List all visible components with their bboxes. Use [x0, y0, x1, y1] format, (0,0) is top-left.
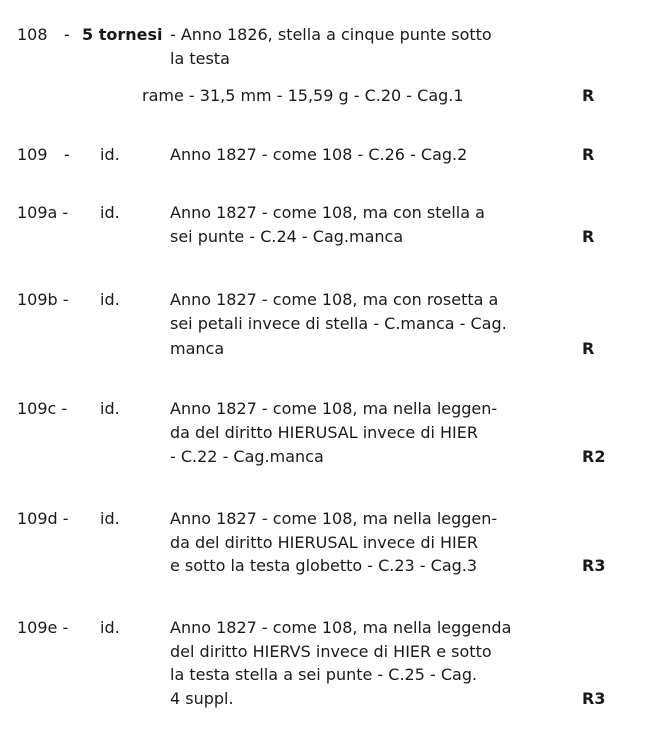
entry-description-line-3: la testa stella a sei punte - C.25 - Cag.	[170, 665, 478, 684]
entry-number: 109d -	[17, 509, 69, 528]
entry-id-label: id.	[100, 509, 120, 528]
rarity-badge: R	[582, 145, 595, 164]
entry-number: 109b -	[17, 290, 69, 309]
entry-number: 109c -	[17, 399, 68, 418]
entry-description-line-3: e sotto la testa globetto - C.23 - Cag.3	[170, 556, 478, 575]
entry-description-line-1: Anno 1827 - come 108 - C.26 - Cag.2	[170, 145, 468, 164]
entry-number: 109e -	[17, 618, 69, 637]
entry-description-line-1: - Anno 1826, stella a cinque punte sotto	[170, 25, 492, 44]
entry-description-line-1: Anno 1827 - come 108, ma con rosetta a	[170, 290, 499, 309]
rarity-badge: R	[582, 339, 595, 358]
rarity-badge: R3	[582, 556, 606, 575]
entry-dash: -	[64, 145, 70, 164]
entry-description-line-1: Anno 1827 - come 108, ma con stella a	[170, 203, 485, 222]
entry-description-line-2: la testa	[170, 49, 230, 68]
entry-id-label: id.	[100, 145, 120, 164]
entry-number: 109	[17, 145, 48, 164]
entry-description-line-2: da del diritto HIERUSAL invece di HIER	[170, 423, 478, 442]
entry-dash: -	[64, 25, 70, 44]
entry-description-line-2: da del diritto HIERUSAL invece di HIER	[170, 533, 478, 552]
entry-number: 109a -	[17, 203, 69, 222]
entry-description-line-2: sei petali invece di stella - C.manca - Cag.	[170, 314, 507, 333]
entry-description-line-2: sei punte - C.24 - Cag.manca	[170, 227, 404, 246]
rarity-badge: R	[582, 227, 595, 246]
entry-id-label: id.	[100, 618, 120, 637]
entry-description-line-1: Anno 1827 - come 108, ma nella leggenda	[170, 618, 512, 637]
entry-description-line-2: del diritto HIERVS invece di HIER e sotto	[170, 642, 492, 661]
entry-description-line-1: Anno 1827 - come 108, ma nella leggen-	[170, 509, 498, 528]
entry-description-line-3: manca	[170, 339, 225, 358]
entry-id-label: id.	[100, 290, 120, 309]
entry-specs: rame - 31,5 mm - 15,59 g - C.20 - Cag.1	[142, 86, 464, 105]
rarity-badge: R3	[582, 689, 606, 708]
entry-description-line-3: - C.22 - Cag.manca	[170, 447, 324, 466]
rarity-badge: R	[582, 86, 595, 105]
coin-denomination: 5 tornesi	[82, 25, 163, 44]
entry-id-label: id.	[100, 399, 120, 418]
rarity-badge: R2	[582, 447, 606, 466]
entry-id-label: id.	[100, 203, 120, 222]
entry-number: 108	[17, 25, 48, 44]
entry-description-line-1: Anno 1827 - come 108, ma nella leggen-	[170, 399, 498, 418]
entry-description-line-4: 4 suppl.	[170, 689, 234, 708]
